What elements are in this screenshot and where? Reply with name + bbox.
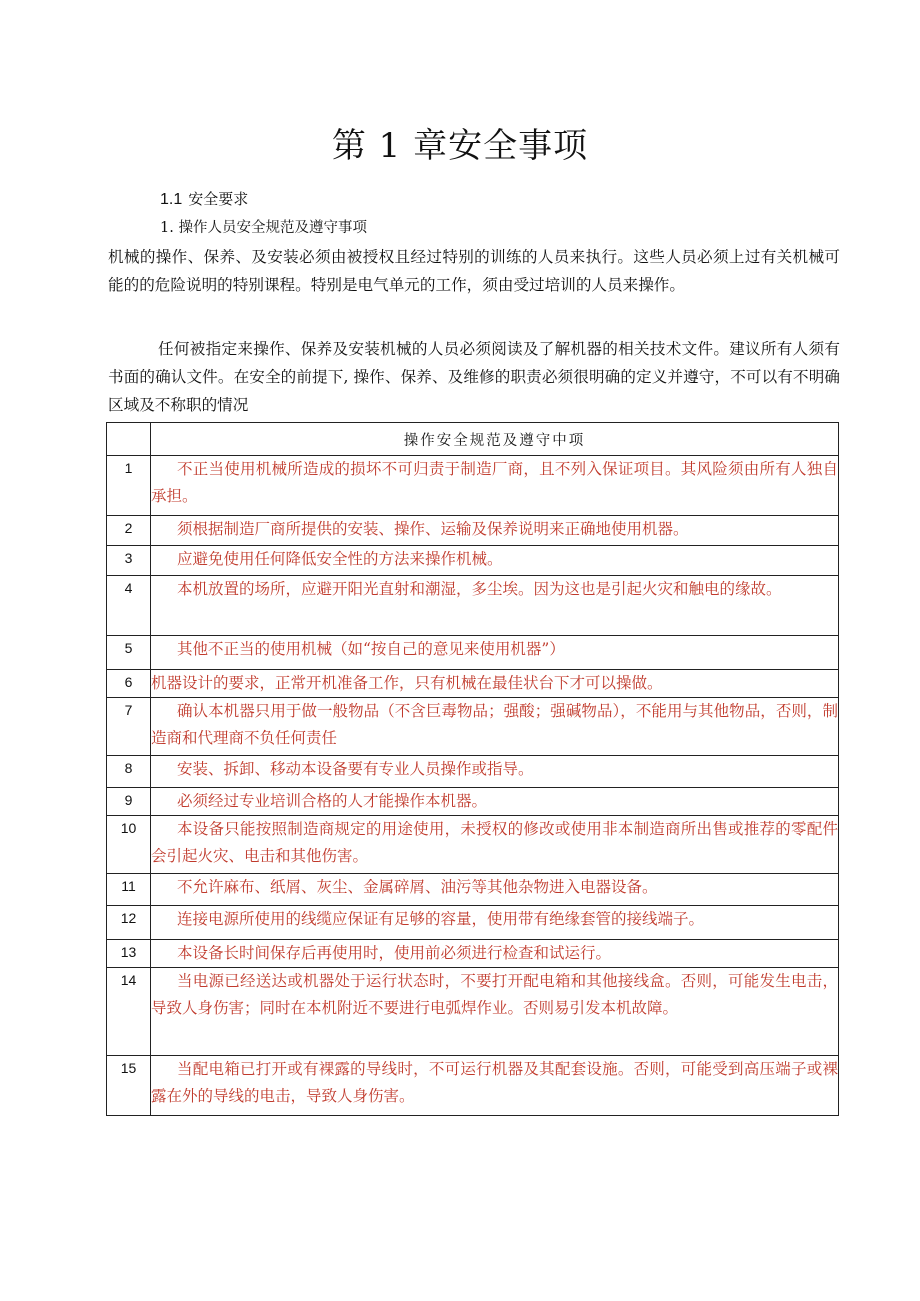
section-label: 安全要求 xyxy=(188,190,249,208)
row-number: 15 xyxy=(107,1056,151,1116)
row-number: 13 xyxy=(107,940,151,968)
row-text: 当配电箱已打开或有裸露的导线时，不可运行机器及其配套设施。否则，可能受到高压端子或裸露在外的导线的电击，导致人身伤害。 xyxy=(151,1056,839,1116)
row-text: 其他不正当的使用机械（如“按自己的意见来使用机器”） xyxy=(151,636,839,670)
table-header: 操作安全规范及遵守中项 xyxy=(151,423,839,456)
row-text: 安装、拆卸、移动本设备要有专业人员操作或指导。 xyxy=(151,756,839,788)
table-header-row xyxy=(107,423,839,456)
table-row xyxy=(107,874,839,906)
row-number: 4 xyxy=(107,576,151,636)
table-row xyxy=(107,456,839,516)
row-text: 机器设计的要求，正常开机准备工作，只有机械在最佳状台下才可以操做。 xyxy=(151,670,839,698)
row-text: 不允许麻布、纸屑、灰尘、金属碎屑、油污等其他杂物进入电器设备。 xyxy=(151,874,839,906)
row-text: 本设备只能按照制造商规定的用途使用，未授权的修改或使用非本制造商所出售或推荐的零配件会引起火灾、电击和其他伤害。 xyxy=(151,816,839,874)
row-number: 5 xyxy=(107,636,151,670)
table-row xyxy=(107,698,839,756)
row-number: 9 xyxy=(107,788,151,816)
section-number: 1.1 xyxy=(160,191,183,208)
table-row xyxy=(107,1056,839,1116)
table-row xyxy=(107,756,839,788)
row-number: 12 xyxy=(107,906,151,940)
row-text: 当电源已经送达或机器处于运行状态时，不要打开配电箱和其他接线盒。否则，可能发生电击，导致人身伤害；同时在本机附近不要进行电弧焊作业。否则易引发本机故障。 xyxy=(151,968,839,1056)
intro-paragraph-1: 机械的操作、保养、及安装必须由被授权且经过特别的训练的人员来执行。这些人员必须上过有关机械可能的的危险说明的特别课程。特别是电气单元的工作，须由受过培训的人员来操作。 xyxy=(108,248,840,294)
row-text: 须根据制造厂商所提供的安装、操作、运输及保养说明来正确地使用机器。 xyxy=(151,516,839,546)
table-row xyxy=(107,636,839,670)
row-number: 7 xyxy=(107,698,151,756)
row-text: 本设备长时间保存后再使用时，使用前必须进行检查和试运行。 xyxy=(151,940,839,968)
row-text: 确认本机器只用于做一般物品（不含巨毒物品；强酸；强碱物品），不能用与其他物品，否则，制造商和代理商不负任何责任 xyxy=(151,698,839,756)
row-text: 必须经过专业培训合格的人才能操作本机器。 xyxy=(151,788,839,816)
row-number: 8 xyxy=(107,756,151,788)
table-row xyxy=(107,788,839,816)
intro-paragraph-2: 任何被指定来操作、保养及安装机械的人员必须阅读及了解机器的相关技术文件。建议所有人须有书面的确认文件。在安全的前提下, 操作、保养、及维修的职责必须很明确的定义并遵守，不可以有不明确区域及不称职的情况 xyxy=(108,340,840,414)
row-number: 3 xyxy=(107,546,151,576)
row-text: 不正当使用机械所造成的损坏不可归责于制造厂商，且不列入保证项目。其风险须由所有人独自承担。 xyxy=(151,456,839,516)
chapter-title: 第 1 章安全事项 xyxy=(331,126,589,166)
table-row xyxy=(107,906,839,940)
row-number: 6 xyxy=(107,670,151,698)
table-row xyxy=(107,670,839,698)
row-number: 14 xyxy=(107,968,151,1056)
safety-rules-table xyxy=(106,422,839,1116)
table-row xyxy=(107,546,839,576)
table-row xyxy=(107,576,839,636)
row-text: 应避免使用任何降低安全性的方法来操作机械。 xyxy=(151,546,839,576)
table-row xyxy=(107,940,839,968)
row-number: 11 xyxy=(107,874,151,906)
table-row xyxy=(107,516,839,546)
row-number: 1 xyxy=(107,456,151,516)
table-row xyxy=(107,968,839,1056)
header-number-cell xyxy=(107,423,151,456)
row-text: 连接电源所使用的线缆应保证有足够的容量，使用带有绝缘套管的接线端子。 xyxy=(151,906,839,940)
subheading: 1. 操作人员安全规范及遵守事项 xyxy=(160,220,367,236)
row-number: 10 xyxy=(107,816,151,874)
row-text: 本机放置的场所，应避开阳光直射和潮湿，多尘埃。因为这也是引起火灾和触电的缘故。 xyxy=(151,576,839,636)
section-heading xyxy=(160,186,248,213)
row-number: 2 xyxy=(107,516,151,546)
table-row xyxy=(107,816,839,874)
